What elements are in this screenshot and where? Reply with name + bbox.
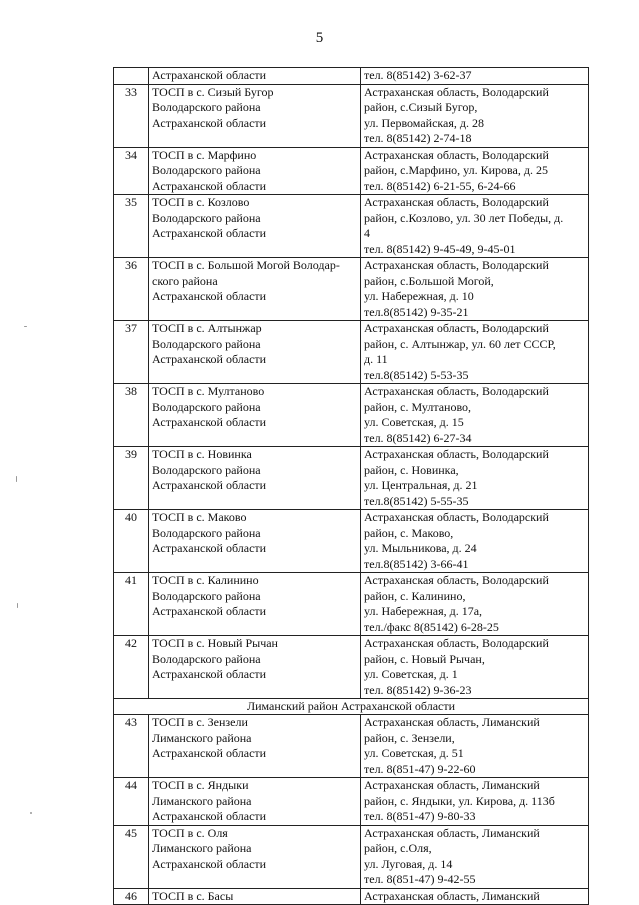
office-address <box>361 384 589 447</box>
office-address-line: Астраханская область, Володарский <box>364 84 549 99</box>
office-name-line: ского района <box>152 273 218 288</box>
office-name <box>149 778 361 826</box>
office-name-line: Володарского района <box>152 462 261 477</box>
office-address-line: ул. Набережная, д. 17а, <box>364 604 483 618</box>
office-name <box>149 84 361 147</box>
office-address-line: район, с. Алтынжар, ул. 60 лет СССР, <box>364 336 556 351</box>
office-name <box>149 321 361 384</box>
table-row <box>114 384 589 447</box>
office-name-line: Астраханской области <box>152 856 267 871</box>
office-address-line: район, с.Козлово, ул. 30 лет Победы, д. <box>364 210 564 225</box>
office-address <box>361 147 589 195</box>
row-number: 33 <box>114 84 149 147</box>
office-address-line: тел.8(85142) 5-53-35 <box>364 367 469 382</box>
row-number: 35 <box>114 195 149 258</box>
office-name-line: ТОСП в с. Зензели <box>152 715 248 729</box>
office-name-line: Володарского района <box>152 100 261 114</box>
office-name <box>149 147 361 195</box>
office-address-line: район, с.Марфино, ул. Кирова, д. 25 <box>364 163 548 177</box>
office-address-line: район, с.Большой Могой, <box>364 273 494 288</box>
office-name-line: Астраханской области <box>152 178 267 193</box>
office-name-line: Володарского района <box>152 163 261 177</box>
table-row <box>114 321 589 384</box>
section-row <box>114 699 589 715</box>
office-name-line: ТОСП в с. Маково <box>152 510 247 524</box>
office-name <box>149 715 361 778</box>
office-address-line: район, с. Калинино, <box>364 588 466 603</box>
office-address-line: Астраханская область, Володарский <box>364 195 549 209</box>
row-number: 36 <box>114 258 149 321</box>
office-name-line: Астраханской области <box>152 415 267 429</box>
office-address-line: ул. Луговая, д. 14 <box>364 856 453 871</box>
row-number: 43 <box>114 715 149 778</box>
office-address <box>361 84 589 147</box>
office-address <box>361 68 589 85</box>
office-address-line: Астраханская область, Володарский <box>364 258 549 272</box>
page-number: 5 <box>315 30 324 46</box>
office-name <box>149 825 361 888</box>
office-address-line: тел.8(85142) 5-55-35 <box>364 493 469 508</box>
office-name-line: Володарского района <box>152 651 261 666</box>
office-name-line: Володарского района <box>152 336 261 351</box>
office-address-line: ул. Мыльникова, д. 24 <box>364 541 477 555</box>
office-name-line: Астраханской области <box>152 478 267 492</box>
office-name-line: ТОСП в с. Оля <box>152 825 228 840</box>
tosp-table <box>113 67 589 905</box>
office-name-line: ТОСП в с. Яндыки <box>152 778 249 792</box>
office-address-line: район, с. Яндыки, ул. Кирова, д. 113б <box>364 793 555 808</box>
office-address-line: Астраханская область, Володарский <box>364 447 549 461</box>
section-heading: Лиманский район Астраханской области <box>114 699 589 715</box>
office-address <box>361 715 589 778</box>
office-name <box>149 68 361 85</box>
row-number: 38 <box>114 384 149 447</box>
office-name <box>149 888 361 905</box>
row-number: 42 <box>114 636 149 699</box>
office-address-line: Астраханская область, Лиманский <box>364 778 540 792</box>
row-number: 46 <box>114 888 149 905</box>
office-name-line: ТОСП в с. Мултаново <box>152 384 265 398</box>
office-address <box>361 321 589 384</box>
row-number: 41 <box>114 573 149 636</box>
office-address <box>361 636 589 699</box>
table-row <box>114 195 589 258</box>
table-row <box>114 510 589 573</box>
office-address-line: ул. Набережная, д. 10 <box>364 289 474 303</box>
office-name-line: ТОСП в с. Новый Рычан <box>152 636 278 650</box>
office-address-line: Астраханская область, Володарский <box>364 573 549 587</box>
office-name-line: Астраханской области <box>152 746 267 760</box>
office-address-line: тел. 8(85142) 9-45-49, 9-45-01 <box>364 241 516 256</box>
office-address-line: ул. Центральная, д. 21 <box>364 478 478 492</box>
office-address <box>361 888 589 905</box>
office-name-line: Лиманского района <box>152 793 252 808</box>
office-address <box>361 195 589 258</box>
office-address-line: тел. 8(85142) 9-36-23 <box>364 682 472 697</box>
office-name-line: Володарского района <box>152 588 261 603</box>
office-name <box>149 195 361 258</box>
office-address <box>361 510 589 573</box>
office-address <box>361 258 589 321</box>
office-address-line: тел. 8(851-47) 9-22-60 <box>364 761 476 776</box>
scan-speck <box>24 326 27 327</box>
office-address-line: район, с. Новинка, <box>364 462 459 477</box>
table-row <box>114 888 589 905</box>
office-name-line: Володарского района <box>152 525 261 540</box>
office-address <box>361 573 589 636</box>
scan-speck <box>16 476 17 482</box>
office-name-line: Володарского района <box>152 210 261 225</box>
office-name-line: Астраханской области <box>152 68 267 82</box>
office-name-line: Астраханской области <box>152 809 267 823</box>
office-name-line: Астраханской области <box>152 604 267 618</box>
office-address-line: Астраханская область, Володарский <box>364 636 549 650</box>
row-number: 34 <box>114 147 149 195</box>
office-address-line: Астраханская область, Володарский <box>364 147 549 162</box>
table-row <box>114 147 589 195</box>
table-row <box>114 68 589 85</box>
office-name-line: Астраханской области <box>152 352 267 366</box>
office-address-line: Астраханская область, Володарский <box>364 384 549 398</box>
office-address-line: тел. 8(85142) 6-21-55, 6-24-66 <box>364 178 516 193</box>
office-address-line: Астраханская область, Лиманский <box>364 715 540 729</box>
office-address-line: тел. 8(851-47) 9-42-55 <box>364 872 476 886</box>
office-address <box>361 778 589 826</box>
office-name <box>149 258 361 321</box>
row-number: 37 <box>114 321 149 384</box>
office-name <box>149 573 361 636</box>
office-name <box>149 510 361 573</box>
row-number: 39 <box>114 447 149 510</box>
table-row <box>114 573 589 636</box>
office-name-line: ТОСП в с. Новинка <box>152 447 252 461</box>
office-name-line: Астраханской области <box>152 115 267 130</box>
office-address <box>361 825 589 888</box>
table-row <box>114 636 589 699</box>
office-name-line: Астраханской области <box>152 226 267 240</box>
row-number <box>114 68 149 85</box>
office-address-line: ул. Советская, д. 15 <box>364 415 464 429</box>
row-number: 40 <box>114 510 149 573</box>
office-address-line: ул. Советская, д. 51 <box>364 746 464 760</box>
office-name-line: ТОСП в с. Большой Могой Володар- <box>152 258 340 272</box>
table-row <box>114 778 589 826</box>
office-address-line: д. 11 <box>364 352 388 366</box>
office-address-line: Астраханская область, Володарский <box>364 321 549 335</box>
office-name-line: ТОСП в с. Марфино <box>152 147 257 162</box>
office-name <box>149 636 361 699</box>
table-row <box>114 258 589 321</box>
office-address-line: тел./факс 8(85142) 6-28-25 <box>364 619 499 634</box>
office-name-line: Астраханской области <box>152 289 267 303</box>
office-name-line: Астраханской области <box>152 541 267 555</box>
scan-speck <box>17 603 18 608</box>
office-address-line: район, с.Сизый Бугор, <box>364 100 478 114</box>
office-address-line: тел.8(85142) 9-35-21 <box>364 304 469 319</box>
row-number: 45 <box>114 825 149 888</box>
office-address-line: тел. 8(85142) 2-74-18 <box>364 131 472 145</box>
office-name-line: Лиманского района <box>152 841 252 855</box>
office-name-line: Володарского района <box>152 399 261 414</box>
office-address <box>361 447 589 510</box>
office-name-line: ТОСП в с. Сизый Бугор <box>152 84 274 99</box>
office-address-line: Астраханская область, Володарский <box>364 510 549 524</box>
office-address-line: ул. Советская, д. 1 <box>364 667 458 681</box>
office-name-line: ТОСП в с. Басы <box>152 888 234 903</box>
table-body <box>114 68 589 905</box>
office-address-line: 4 <box>364 226 370 240</box>
row-number: 44 <box>114 778 149 826</box>
office-address-line: район, с. Маково, <box>364 525 454 540</box>
table-row <box>114 447 589 510</box>
office-name <box>149 384 361 447</box>
table-row <box>114 84 589 147</box>
office-address-line: тел. 8(85142) 3-62-37 <box>364 68 472 82</box>
office-address-line: район, с. Зензели, <box>364 730 455 745</box>
scan-speck <box>30 812 32 814</box>
office-address-line: Астраханская область, Лиманский <box>364 888 540 903</box>
office-address-line: тел. 8(851-47) 9-80-33 <box>364 809 476 823</box>
office-address-line: ул. Первомайская, д. 28 <box>364 115 484 130</box>
office-name <box>149 447 361 510</box>
office-name-line: Лиманского района <box>152 730 252 745</box>
office-name-line: ТОСП в с. Калинино <box>152 573 259 587</box>
table-row <box>114 825 589 888</box>
office-address-line: Астраханская область, Лиманский <box>364 825 540 840</box>
office-name-line: ТОСП в с. Козлово <box>152 195 250 209</box>
office-address-line: тел.8(85142) 3-66-41 <box>364 556 469 571</box>
office-address-line: район, с.Оля, <box>364 841 432 855</box>
office-address-line: район, с. Новый Рычан, <box>364 651 485 666</box>
table-row <box>114 715 589 778</box>
office-address-line: тел. 8(85142) 6-27-34 <box>364 430 472 445</box>
office-name-line: ТОСП в с. Алтынжар <box>152 321 262 335</box>
office-address-line: район, с. Мултаново, <box>364 399 472 414</box>
office-name-line: Астраханской области <box>152 667 267 681</box>
